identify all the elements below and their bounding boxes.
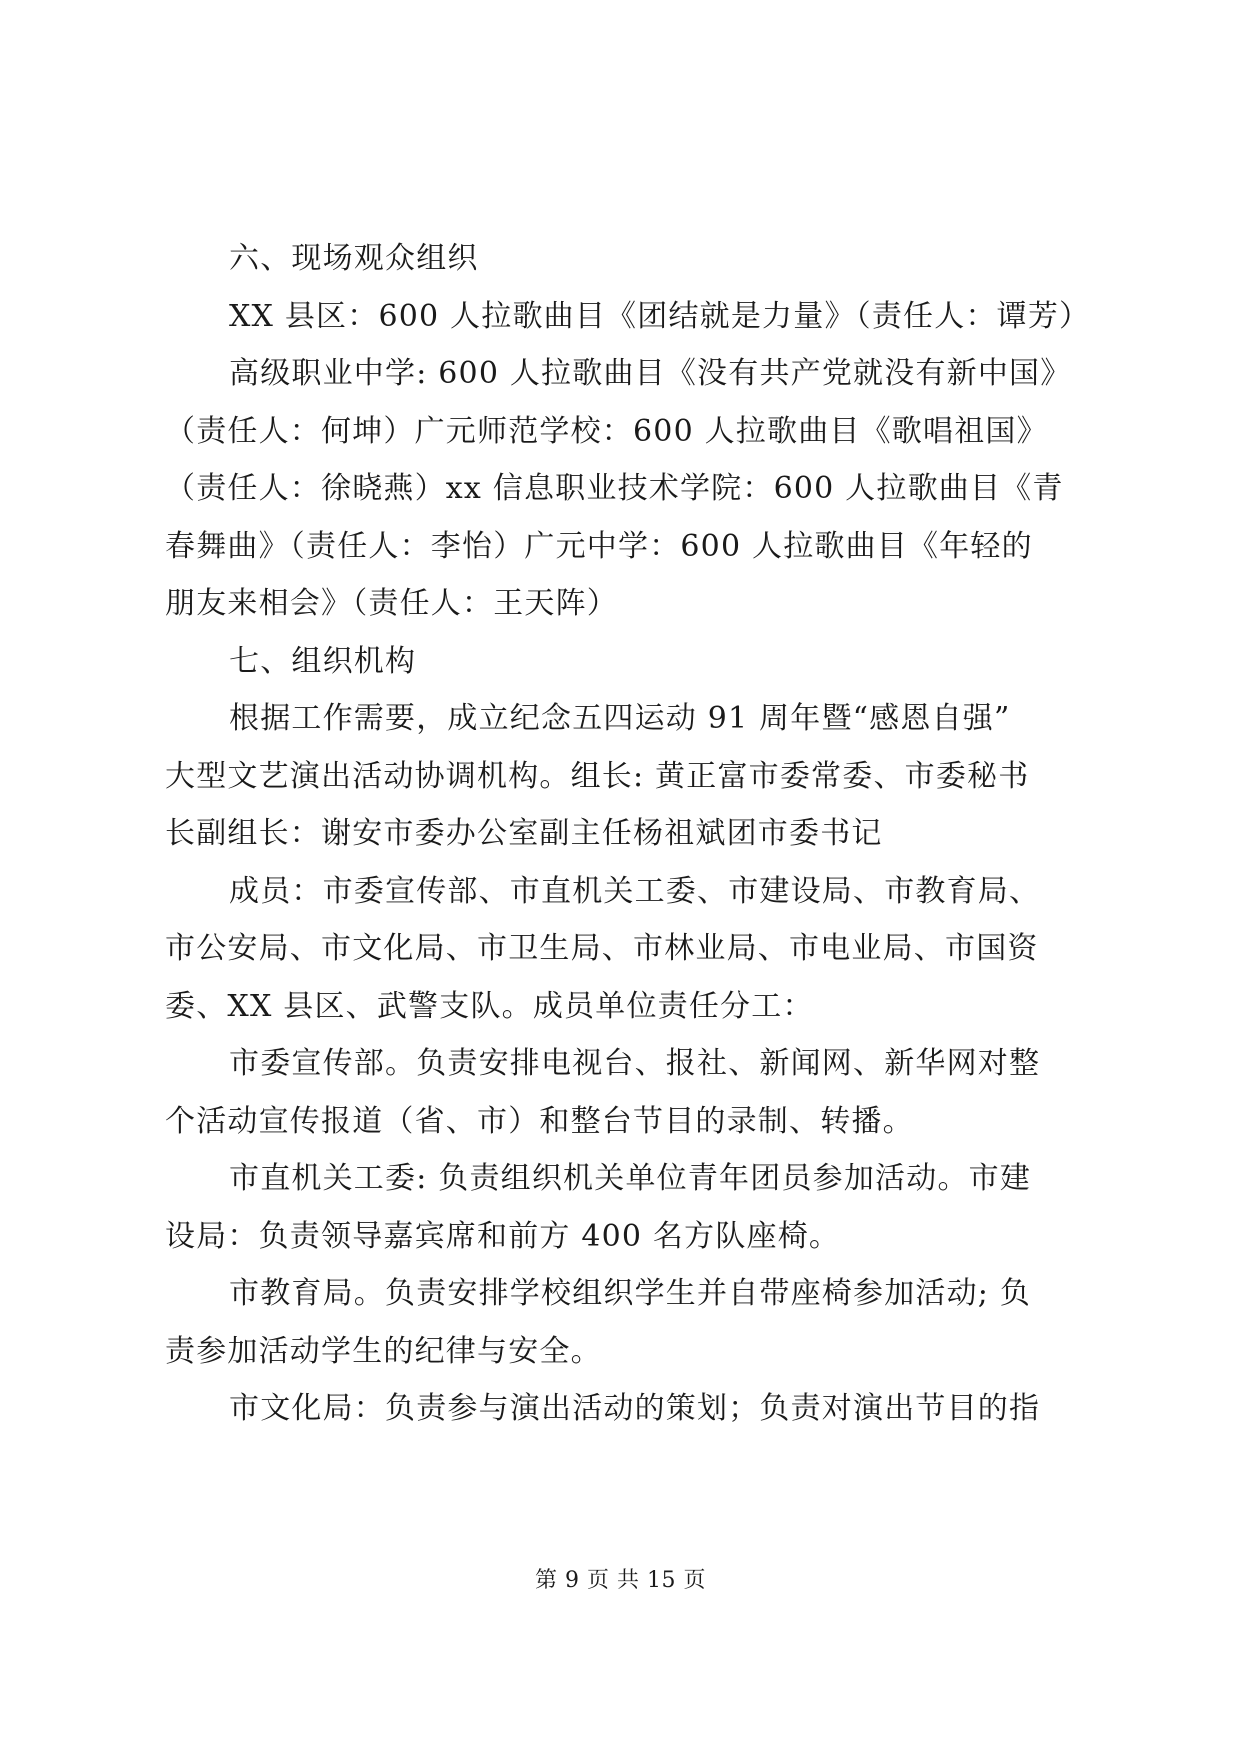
paragraph-line: 朋友来相会》（责任人：王天阵） — [165, 586, 618, 621]
paragraph-line: 市教育局。负责安排学校组织学生并自带座椅参加活动; 负 — [229, 1276, 1032, 1311]
paragraph-line: XX 县区：600 人拉歌曲目《团结就是力量》（责任人：谭芳） — [229, 298, 1091, 334]
paragraph-line: 市公安局、市文化局、市卫生局、市林业局、市电业局、市国资 — [165, 931, 1039, 966]
section-heading-6: 六、现场观众组织 — [229, 241, 479, 276]
paragraph-line: 大型文艺演出活动协调机构。组长: 黄正富市委常委、市委秘书 — [165, 758, 1030, 794]
paragraph-line: 市委宣传部。负责安排电视台、报社、新闻网、新华网对整 — [229, 1046, 1041, 1081]
paragraph-line: 根据工作需要，成立纪念五四运动 91 周年暨“感恩自强” — [229, 701, 1011, 736]
paragraph-line: 委、XX 县区、武警支队。成员单位责任分工： — [165, 988, 814, 1024]
paragraph-line: （责任人：徐晓燕）xx 信息职业技术学院：600 人拉歌曲目《青 — [165, 471, 1064, 506]
paragraph-line: （责任人：何坤）广元师范学校：600 人拉歌曲目《歌唱祖国》 — [165, 413, 1048, 449]
section-heading-7: 七、组织机构 — [229, 643, 417, 679]
paragraph-line: 长副组长：谢安市委办公室副主任杨祖斌团市委书记 — [165, 816, 883, 851]
paragraph-line: 责参加活动学生的纪律与安全。 — [165, 1333, 602, 1369]
paragraph-line: 春舞曲》（责任人：李怡）广元中学：600 人拉歌曲目《年轻的 — [165, 528, 1033, 564]
paragraph-line: 高级职业中学: 600 人拉歌曲目《没有共产党就没有新中国》 — [229, 356, 1072, 391]
paragraph-line: 个活动宣传报道（省、市）和整台节目的录制、转播。 — [165, 1103, 914, 1139]
paragraph-line: 成员：市委宣传部、市直机关工委、市建设局、市教育局、 — [229, 873, 1041, 909]
paragraph-line: 设局：负责领导嘉宾席和前方 400 名方队座椅。 — [165, 1218, 841, 1254]
document-body — [165, 230, 1091, 1438]
page-number-footer: 第 9 页 共 15 页 — [535, 1568, 706, 1593]
paragraph-line: 市文化局：负责参与演出活动的策划；负责对演出节目的指 — [229, 1391, 1041, 1426]
paragraph-line: 市直机关工委: 负责组织机关单位青年团员参加活动。市建 — [229, 1161, 1032, 1196]
